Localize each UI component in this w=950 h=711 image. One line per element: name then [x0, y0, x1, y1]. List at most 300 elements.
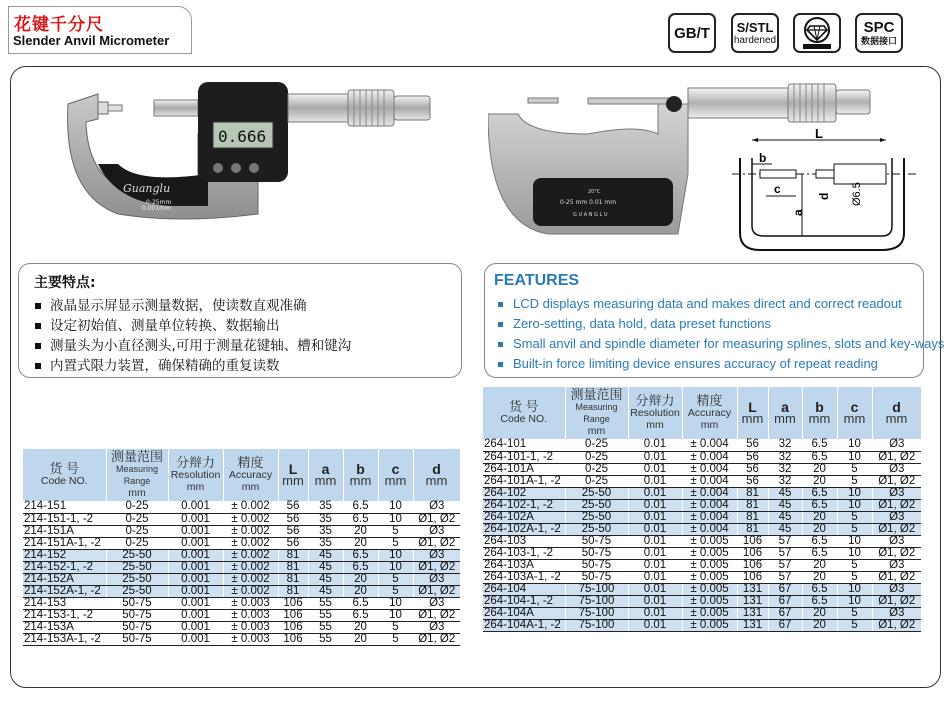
- spc-output-badge: [855, 13, 903, 53]
- column-header-L: [737, 387, 768, 439]
- table-cell-code: 214-152A: [23, 573, 106, 585]
- table-row: [23, 621, 460, 633]
- table-cell-code: 264-104A-1, -2: [483, 619, 565, 631]
- table-cell-a: 32: [768, 463, 802, 475]
- table-cell-c: 10: [837, 583, 872, 595]
- table-cell-L: 56: [278, 501, 308, 513]
- table-cell-accuracy: ± 0.004: [682, 475, 737, 487]
- table-cell-range: 0-25: [106, 525, 168, 537]
- analog-plate-brand: G U A N G L U: [573, 212, 608, 218]
- table-cell-b: 20: [343, 525, 378, 537]
- table-cell-a: 57: [768, 535, 802, 547]
- diamond-icon: [799, 16, 835, 50]
- dim-label-b: b: [759, 151, 767, 165]
- table-row: [483, 487, 921, 499]
- dim-label-dia: Ø6.5: [851, 182, 863, 206]
- table-cell-accuracy: ± 0.002: [223, 573, 278, 585]
- table-cell-a: 45: [308, 573, 343, 585]
- table-cell-resolution: 0.01: [628, 595, 682, 607]
- table-cell-accuracy: ± 0.004: [682, 487, 737, 499]
- table-cell-c: 5: [837, 475, 872, 487]
- table-cell-d: Ø1, Ø2: [872, 547, 921, 559]
- table-cell-b: 6.5: [343, 609, 378, 621]
- digital-micrometer-photo: [58, 74, 448, 254]
- table-cell-code: 264-103: [483, 535, 565, 547]
- table-cell-resolution: 0.01: [628, 499, 682, 511]
- header-text: Code NO.: [500, 413, 548, 425]
- table-cell-code: 214-152-1, -2: [23, 561, 106, 573]
- column-header-resolution: [168, 449, 223, 501]
- table-cell-range: 75-100: [565, 619, 628, 631]
- table-cell-L: 131: [737, 595, 768, 607]
- table-row: [483, 499, 921, 511]
- stainless-sublabel: hardened: [733, 34, 777, 46]
- column-header-b: [802, 387, 837, 439]
- table-cell-accuracy: ± 0.005: [682, 583, 737, 595]
- table-cell-code: 264-102A: [483, 511, 565, 523]
- table-cell-d: Ø1, Ø2: [413, 513, 460, 525]
- table-cell-c: 10: [837, 487, 872, 499]
- table-cell-code: 264-103-1, -2: [483, 547, 565, 559]
- table-cell-d: Ø1, Ø2: [872, 523, 921, 535]
- table-cell-code: 264-101A: [483, 463, 565, 475]
- header-text: d: [432, 461, 441, 477]
- table-cell-d: Ø1, Ø2: [413, 561, 460, 573]
- table-cell-L: 106: [737, 559, 768, 571]
- table-cell-c: 5: [837, 559, 872, 571]
- table-cell-L: 81: [278, 573, 308, 585]
- table-cell-accuracy: ± 0.002: [223, 585, 278, 597]
- page-title-cn: 花键千分尺: [14, 15, 104, 35]
- page-title-en: Slender Anvil Micrometer: [13, 33, 170, 48]
- table-cell-c: 10: [837, 439, 872, 451]
- header-text: Accuracy: [228, 469, 273, 481]
- table-cell-d: Ø1, Ø2: [413, 537, 460, 549]
- table-cell-a: 67: [768, 607, 802, 619]
- table-cell-range: 25-50: [565, 523, 628, 535]
- table-cell-c: 10: [837, 547, 872, 559]
- table-cell-code: 264-102A-1, -2: [483, 523, 565, 535]
- gb-t-badge: [668, 13, 716, 53]
- column-header-L: [278, 449, 308, 501]
- column-header-code: [23, 449, 106, 501]
- table-cell-d: Ø3: [872, 463, 921, 475]
- table-row: [483, 547, 921, 559]
- table-cell-resolution: 0.01: [628, 463, 682, 475]
- table-cell-resolution: 0.01: [628, 571, 682, 583]
- table-cell-L: 81: [737, 511, 768, 523]
- header-text: 测量范围: [570, 387, 623, 402]
- table-row: [23, 585, 460, 597]
- table-cell-a: 55: [308, 621, 343, 633]
- table-cell-range: 25-50: [565, 487, 628, 499]
- column-header-range: [565, 387, 628, 439]
- table-cell-b: 20: [802, 523, 837, 535]
- table-cell-code: 214-153A-1, -2: [23, 633, 106, 645]
- table-row: [23, 501, 460, 513]
- table-cell-accuracy: ± 0.002: [223, 537, 278, 549]
- table-cell-a: 67: [768, 595, 802, 607]
- table-row: [483, 595, 921, 607]
- table-cell-c: 10: [837, 451, 872, 463]
- header-text: b: [356, 461, 365, 477]
- table-cell-L: 56: [737, 451, 768, 463]
- dim-label-c: c: [774, 182, 781, 196]
- table-cell-b: 6.5: [343, 501, 378, 513]
- table-cell-range: 25-50: [565, 499, 628, 511]
- column-header-d: [413, 449, 460, 501]
- table-cell-resolution: 0.01: [628, 475, 682, 487]
- header-text: L: [748, 399, 757, 415]
- table-row: [483, 619, 921, 631]
- table-cell-d: Ø1, Ø2: [872, 475, 921, 487]
- table-cell-b: 20: [343, 585, 378, 597]
- table-cell-b: 6.5: [343, 513, 378, 525]
- header-text: L: [288, 461, 298, 477]
- table-cell-L: 106: [737, 547, 768, 559]
- list-item: 内置式限力装置，确保精确的重复读数: [34, 356, 351, 376]
- table-cell-range: 25-50: [565, 511, 628, 523]
- table-cell-L: 131: [737, 619, 768, 631]
- table-cell-a: 35: [308, 537, 343, 549]
- table-cell-range: 0-25: [565, 475, 628, 487]
- table-cell-accuracy: ± 0.005: [682, 595, 737, 607]
- table-cell-b: 6.5: [802, 499, 837, 511]
- table-cell-c: 10: [378, 501, 413, 513]
- table-cell-resolution: 0.001: [168, 501, 223, 513]
- table-cell-resolution: 0.01: [628, 487, 682, 499]
- table-cell-accuracy: ± 0.002: [223, 561, 278, 573]
- table-cell-accuracy: ± 0.005: [682, 547, 737, 559]
- table-cell-range: 50-75: [565, 535, 628, 547]
- table-cell-d: Ø3: [413, 573, 460, 585]
- table-cell-range: 50-75: [565, 571, 628, 583]
- gb-t-label: GB/T: [674, 24, 710, 42]
- dim-label-a: a: [791, 209, 805, 216]
- header-text: mm: [349, 473, 372, 488]
- spec-table-right: [483, 387, 922, 632]
- table-cell-accuracy: ± 0.003: [223, 621, 278, 633]
- table-header-row: [483, 387, 921, 439]
- table-cell-L: 56: [737, 439, 768, 451]
- table-cell-accuracy: ± 0.005: [682, 571, 737, 583]
- table-cell-d: Ø1, Ø2: [413, 585, 460, 597]
- table-header-row: [23, 449, 460, 501]
- table-cell-b: 20: [802, 511, 837, 523]
- diamond-carbide-badge: [793, 13, 841, 53]
- table-cell-c: 5: [378, 537, 413, 549]
- table-cell-range: 25-50: [106, 549, 168, 561]
- table-cell-a: 55: [308, 597, 343, 609]
- table-cell-L: 106: [278, 621, 308, 633]
- table-cell-range: 50-75: [106, 609, 168, 621]
- table-cell-b: 6.5: [802, 583, 837, 595]
- table-row: [483, 583, 921, 595]
- table-cell-b: 20: [343, 621, 378, 633]
- table-cell-a: 45: [308, 549, 343, 561]
- header-text: mm: [587, 425, 606, 437]
- header-text: mm: [646, 419, 664, 431]
- table-cell-range: 0-25: [565, 451, 628, 463]
- table-row: [23, 609, 460, 621]
- table-cell-d: Ø1, Ø2: [872, 571, 921, 583]
- table-row: [23, 573, 460, 585]
- table-cell-range: 0-25: [565, 463, 628, 475]
- table-cell-b: 20: [802, 619, 837, 631]
- table-cell-a: 55: [308, 609, 343, 621]
- table-cell-resolution: 0.001: [168, 633, 223, 645]
- header-text: 货 号: [49, 461, 80, 476]
- list-item: 设定初始值、测量单位转换、数据输出: [34, 316, 351, 336]
- table-cell-b: 6.5: [802, 595, 837, 607]
- list-item: Zero-setting, data hold, data preset functions: [497, 314, 944, 334]
- header-text: mm: [700, 419, 719, 431]
- table-cell-c: 5: [378, 573, 413, 585]
- table-cell-c: 10: [378, 513, 413, 525]
- table-row: [483, 475, 921, 487]
- stainless-label: S/STL: [736, 19, 774, 35]
- header-text: mm: [425, 473, 448, 488]
- table-cell-L: 81: [278, 561, 308, 573]
- table-cell-a: 35: [308, 513, 343, 525]
- table-cell-accuracy: ± 0.005: [682, 559, 737, 571]
- table-cell-resolution: 0.001: [168, 609, 223, 621]
- table-cell-accuracy: ± 0.004: [682, 439, 737, 451]
- header-text: mm: [384, 473, 407, 488]
- table-cell-range: 75-100: [565, 607, 628, 619]
- table-cell-resolution: 0.001: [168, 525, 223, 537]
- table-cell-c: 5: [378, 633, 413, 645]
- table-cell-range: 0-25: [106, 537, 168, 549]
- table-cell-a: 32: [768, 439, 802, 451]
- table-cell-accuracy: ± 0.005: [682, 607, 737, 619]
- table-cell-d: Ø3: [413, 525, 460, 537]
- table-cell-code: 264-103A: [483, 559, 565, 571]
- table-cell-a: 35: [308, 501, 343, 513]
- table-cell-range: 50-75: [565, 547, 628, 559]
- table-cell-a: 67: [768, 619, 802, 631]
- header-text: Resolution: [170, 469, 221, 481]
- table-cell-resolution: 0.001: [168, 513, 223, 525]
- table-cell-code: 214-152A-1, -2: [23, 585, 106, 597]
- column-header-b: [343, 449, 378, 501]
- column-header-resolution: [628, 387, 682, 439]
- list-item: 测量头为小直径测头,可用于测量花键轴、槽和键沟: [34, 336, 351, 356]
- table-cell-range: 0-25: [565, 439, 628, 451]
- table-cell-b: 6.5: [802, 439, 837, 451]
- column-header-c: [378, 449, 413, 501]
- list-item: LCD displays measuring data and makes direct and correct readout: [497, 294, 944, 314]
- table-cell-a: 35: [308, 525, 343, 537]
- table-cell-b: 6.5: [343, 597, 378, 609]
- table-cell-resolution: 0.001: [168, 537, 223, 549]
- table-cell-range: 25-50: [106, 585, 168, 597]
- header-text: mm: [314, 473, 337, 488]
- table-cell-L: 106: [278, 633, 308, 645]
- features-en-title: FEATURES: [494, 272, 580, 289]
- table-cell-b: 6.5: [343, 561, 378, 573]
- table-cell-d: Ø3: [872, 607, 921, 619]
- table-cell-b: 20: [802, 475, 837, 487]
- table-row: [23, 633, 460, 645]
- column-header-range: [106, 449, 168, 501]
- table-cell-a: 45: [768, 523, 802, 535]
- table-cell-code: 214-152: [23, 549, 106, 561]
- table-cell-L: 81: [737, 487, 768, 499]
- analog-plate-spec: 0-25 mm 0.01 mm: [560, 199, 617, 206]
- table-row: [483, 463, 921, 475]
- table-row: [23, 525, 460, 537]
- header-text: mm: [843, 411, 866, 426]
- table-cell-L: 56: [278, 513, 308, 525]
- table-cell-d: Ø3: [872, 511, 921, 523]
- table-cell-resolution: 0.001: [168, 597, 223, 609]
- digital-brand-text: Guanglu: [123, 182, 171, 195]
- table-cell-L: 106: [737, 571, 768, 583]
- table-cell-L: 81: [278, 585, 308, 597]
- table-cell-d: Ø1, Ø2: [413, 609, 460, 621]
- table-cell-range: 75-100: [565, 583, 628, 595]
- table-cell-a: 32: [768, 475, 802, 487]
- table-cell-c: 10: [837, 535, 872, 547]
- table-cell-code: 214-153A: [23, 621, 106, 633]
- column-header-accuracy: [682, 387, 737, 439]
- features-cn-title: 主要特点:: [34, 275, 96, 291]
- table-cell-accuracy: ± 0.005: [682, 619, 737, 631]
- table-cell-a: 67: [768, 583, 802, 595]
- table-row: [483, 451, 921, 463]
- table-cell-b: 20: [802, 463, 837, 475]
- table-row: [483, 523, 921, 535]
- table-cell-d: Ø3: [413, 597, 460, 609]
- table-cell-accuracy: ± 0.003: [223, 597, 278, 609]
- table-cell-d: Ø1, Ø2: [872, 451, 921, 463]
- table-cell-code: 214-153-1, -2: [23, 609, 106, 621]
- header-text: mm: [241, 481, 260, 493]
- header-text: Measuring Range: [575, 402, 618, 424]
- table-cell-resolution: 0.01: [628, 583, 682, 595]
- digital-range-text: 0-25mm: [146, 199, 172, 206]
- table-cell-accuracy: ± 0.002: [223, 501, 278, 513]
- header-text: 精度: [237, 455, 264, 470]
- table-cell-code: 264-104-1, -2: [483, 595, 565, 607]
- lcd-display: 0.666: [218, 127, 267, 146]
- table-cell-a: 32: [768, 451, 802, 463]
- spec-table-left: [23, 449, 461, 646]
- table-cell-c: 5: [837, 571, 872, 583]
- table-cell-accuracy: ± 0.004: [682, 463, 737, 475]
- table-cell-L: 81: [737, 499, 768, 511]
- table-cell-code: 264-101: [483, 439, 565, 451]
- table-cell-resolution: 0.001: [168, 549, 223, 561]
- table-cell-c: 5: [837, 523, 872, 535]
- table-cell-resolution: 0.001: [168, 561, 223, 573]
- table-cell-b: 20: [343, 633, 378, 645]
- column-header-a: [308, 449, 343, 501]
- table-cell-range: 0-25: [106, 501, 168, 513]
- table-cell-range: 50-75: [106, 597, 168, 609]
- table-cell-d: Ø1, Ø2: [872, 499, 921, 511]
- table-cell-code: 214-151: [23, 501, 106, 513]
- spc-sublabel: 数据接口: [860, 35, 897, 46]
- list-item: 液晶显示屏显示测量数据，使读数直观准确: [34, 296, 351, 316]
- table-cell-accuracy: ± 0.005: [682, 535, 737, 547]
- table-cell-b: 6.5: [802, 451, 837, 463]
- table-cell-resolution: 0.001: [168, 573, 223, 585]
- table-cell-L: 131: [737, 607, 768, 619]
- table-cell-code: 264-104: [483, 583, 565, 595]
- table-cell-L: 131: [737, 583, 768, 595]
- header-text: c: [850, 399, 859, 415]
- table-cell-code: 264-101-1, -2: [483, 451, 565, 463]
- table-cell-b: 6.5: [802, 487, 837, 499]
- table-cell-c: 5: [837, 607, 872, 619]
- table-cell-c: 5: [378, 525, 413, 537]
- table-cell-c: 5: [378, 585, 413, 597]
- table-cell-accuracy: ± 0.004: [682, 523, 737, 535]
- table-cell-c: 5: [837, 511, 872, 523]
- header-text: mm: [128, 487, 146, 499]
- table-cell-b: 20: [802, 571, 837, 583]
- table-cell-c: 5: [378, 621, 413, 633]
- table-row: [23, 549, 460, 561]
- header-text: a: [321, 461, 330, 477]
- table-cell-d: Ø3: [872, 439, 921, 451]
- table-cell-range: 0-25: [106, 513, 168, 525]
- table-row: [23, 537, 460, 549]
- table-cell-d: Ø3: [413, 549, 460, 561]
- column-header-c: [837, 387, 872, 439]
- table-cell-range: 25-50: [106, 573, 168, 585]
- table-row: [483, 511, 921, 523]
- table-cell-range: 50-75: [106, 621, 168, 633]
- table-cell-c: 10: [837, 595, 872, 607]
- table-cell-resolution: 0.001: [168, 621, 223, 633]
- table-row: [483, 559, 921, 571]
- header-text: Accuracy: [687, 407, 732, 419]
- table-cell-a: 57: [768, 547, 802, 559]
- table-cell-d: Ø3: [872, 559, 921, 571]
- table-cell-code: 214-153: [23, 597, 106, 609]
- table-cell-d: Ø1, Ø2: [872, 595, 921, 607]
- table-cell-c: 5: [837, 463, 872, 475]
- dim-label-d: d: [817, 192, 831, 200]
- header-text: 测量范围: [110, 449, 163, 464]
- table-cell-c: 10: [378, 561, 413, 573]
- table-row: [483, 535, 921, 547]
- table-cell-accuracy: ± 0.004: [682, 511, 737, 523]
- table-cell-code: 214-151-1, -2: [23, 513, 106, 525]
- table-cell-resolution: 0.001: [168, 585, 223, 597]
- table-cell-code: 264-104A: [483, 607, 565, 619]
- header-text: 分辩力: [175, 455, 215, 470]
- digital-resolution-text: 0.001mm: [142, 205, 171, 212]
- table-cell-d: Ø3: [413, 501, 460, 513]
- table-cell-accuracy: ± 0.002: [223, 525, 278, 537]
- table-cell-resolution: 0.01: [628, 451, 682, 463]
- table-cell-c: 10: [378, 597, 413, 609]
- table-cell-accuracy: ± 0.003: [223, 633, 278, 645]
- table-row: [23, 597, 460, 609]
- table-cell-a: 55: [308, 633, 343, 645]
- table-cell-a: 57: [768, 571, 802, 583]
- table-cell-code: 264-102: [483, 487, 565, 499]
- table-cell-d: Ø3: [872, 487, 921, 499]
- table-cell-range: 25-50: [106, 561, 168, 573]
- header-text: b: [815, 399, 824, 415]
- table-cell-L: 81: [278, 549, 308, 561]
- table-cell-d: Ø3: [872, 535, 921, 547]
